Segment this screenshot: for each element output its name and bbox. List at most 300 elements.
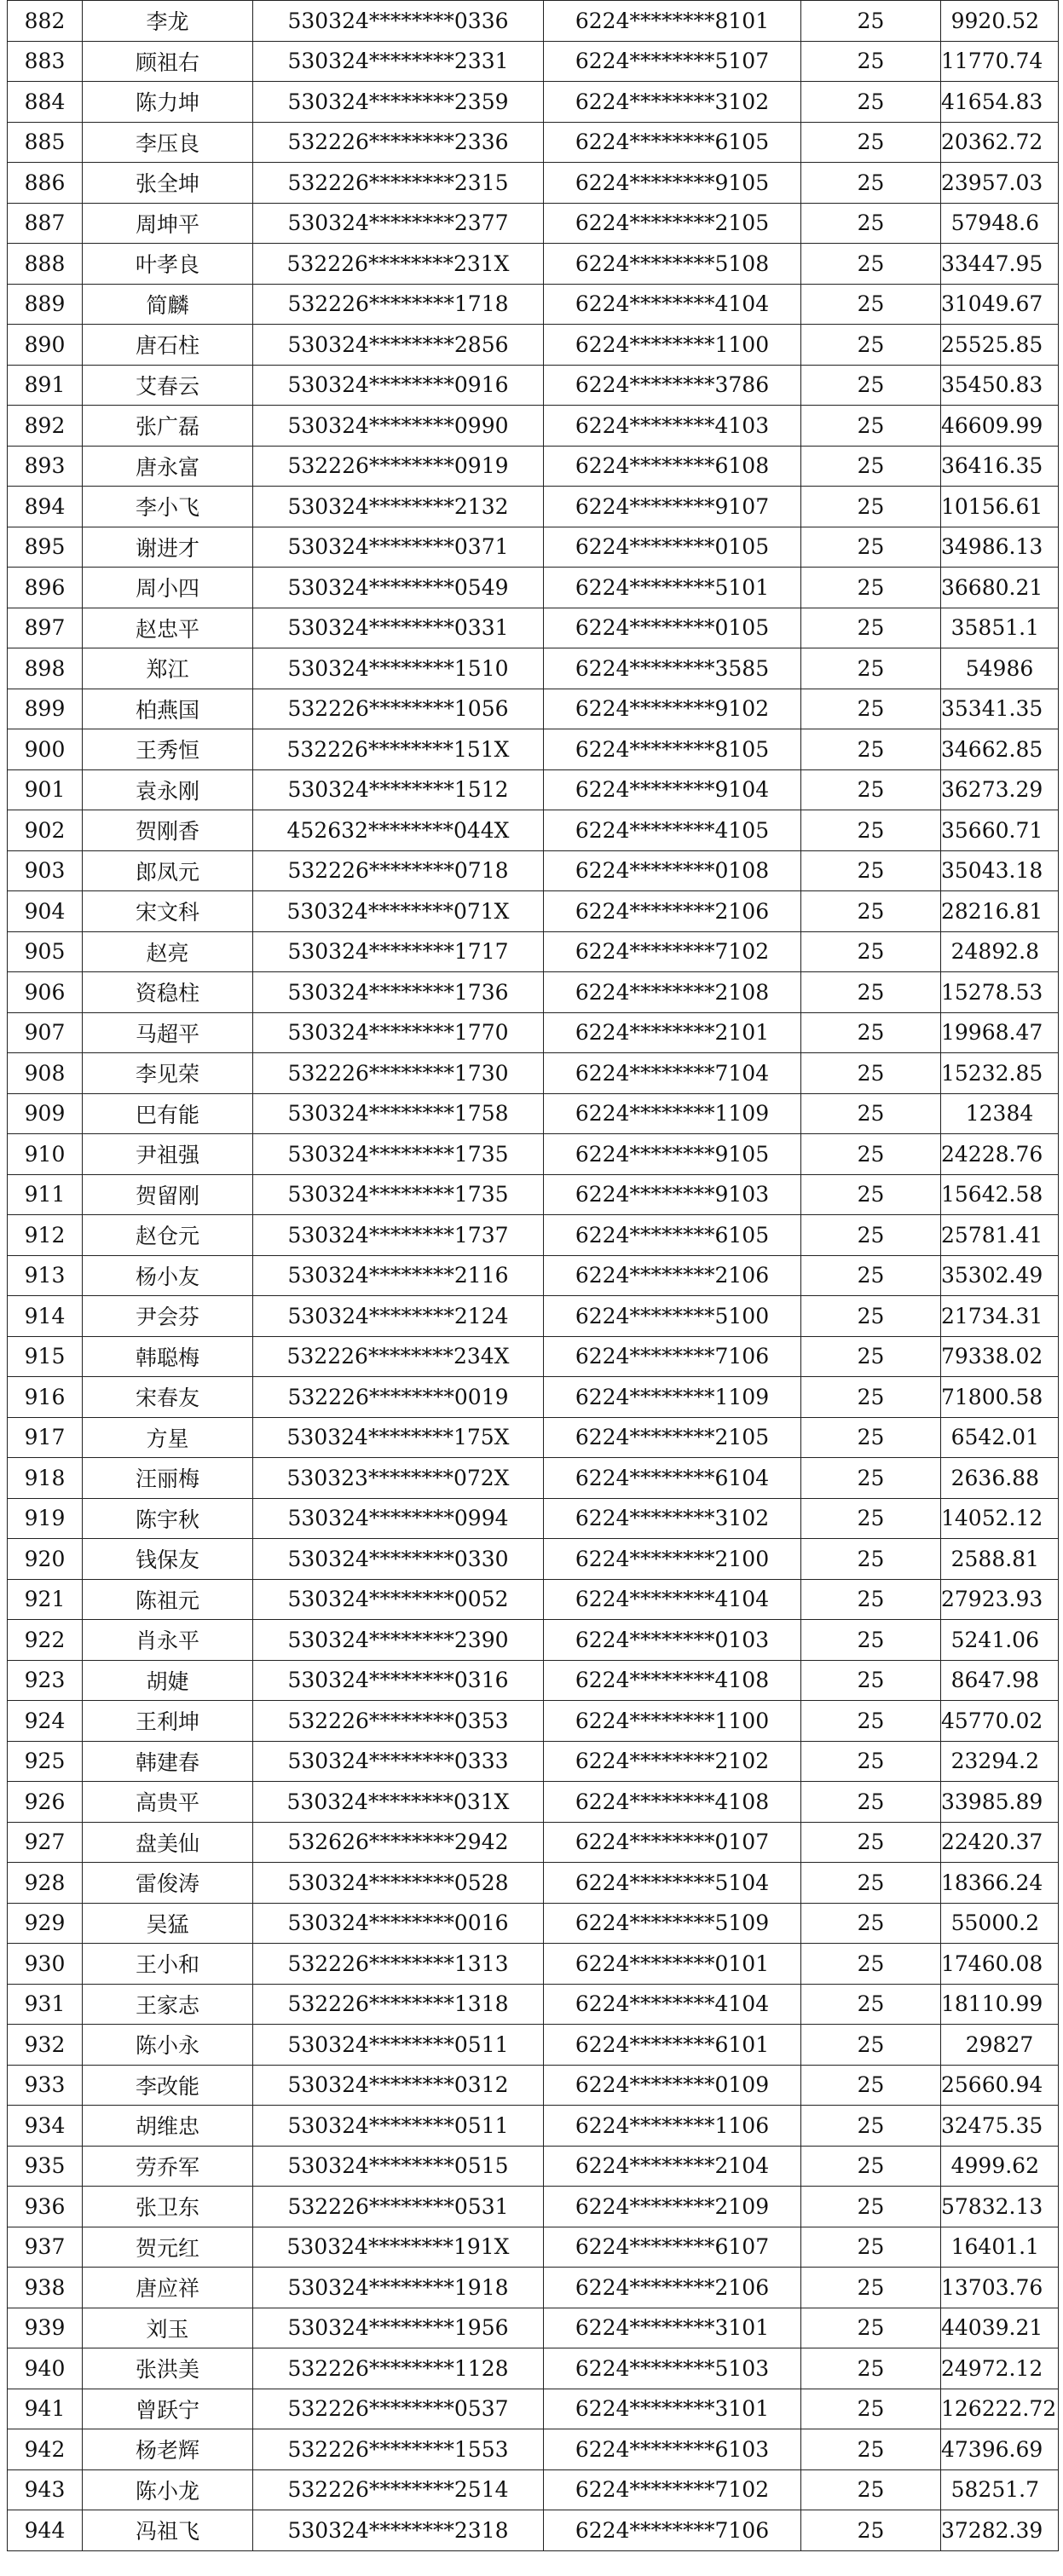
cell-card-number: 6224********0105	[544, 608, 801, 648]
cell-serial-no: 915	[8, 1336, 83, 1377]
cell-serial-no: 932	[8, 2025, 83, 2066]
cell-serial-no: 921	[8, 1579, 83, 1620]
cell-name: 谢进才	[83, 527, 253, 568]
cell-card-number: 6224********9105	[544, 163, 801, 204]
cell-quantity: 25	[801, 1863, 941, 1904]
cell-quantity: 25	[801, 2146, 941, 2187]
cell-id-number: 532226********1128	[253, 2348, 544, 2389]
cell-quantity: 25	[801, 1, 941, 42]
cell-quantity: 25	[801, 1053, 941, 1094]
cell-quantity: 25	[801, 1215, 941, 1256]
table-row	[8, 2429, 1059, 2470]
table-row	[8, 1255, 1059, 1296]
cell-name: 王利坤	[83, 1701, 253, 1742]
table-row	[8, 1539, 1059, 1580]
table-row	[8, 1, 1059, 42]
cell-quantity: 25	[801, 1701, 941, 1742]
cell-id-number: 530324********0016	[253, 1903, 544, 1944]
cell-card-number: 6224********3101	[544, 2308, 801, 2348]
cell-card-number: 6224********6105	[544, 122, 801, 163]
cell-id-number: 530324********1736	[253, 972, 544, 1013]
cell-serial-no: 899	[8, 689, 83, 729]
cell-quantity: 25	[801, 810, 941, 851]
cell-name: 盘美仙	[83, 1822, 253, 1863]
cell-quantity: 25	[801, 1336, 941, 1377]
table-row	[8, 2106, 1059, 2147]
cell-quantity: 25	[801, 1822, 941, 1863]
cell-name: 杨老辉	[83, 2429, 253, 2470]
cell-serial-no: 905	[8, 931, 83, 972]
cell-id-number: 530324********0916	[253, 365, 544, 406]
cell-serial-no: 929	[8, 1903, 83, 1944]
cell-id-number: 530324********1770	[253, 1012, 544, 1053]
cell-id-number: 530324********0371	[253, 527, 544, 568]
cell-quantity: 25	[801, 2106, 941, 2147]
table-row	[8, 1822, 1059, 1863]
cell-quantity: 25	[801, 527, 941, 568]
cell-id-number: 530324********191X	[253, 2227, 544, 2268]
cell-id-number: 530324********0316	[253, 1660, 544, 1701]
cell-serial-no: 931	[8, 1984, 83, 2025]
cell-amount: 23294.2	[941, 1741, 1059, 1782]
cell-name: 柏燕国	[83, 689, 253, 729]
cell-name: 张卫东	[83, 2187, 253, 2227]
cell-id-number: 530324********1737	[253, 1215, 544, 1256]
cell-card-number: 6224********6101	[544, 2025, 801, 2066]
cell-name: 赵亮	[83, 931, 253, 972]
cell-id-number: 530324********2390	[253, 1620, 544, 1661]
cell-quantity: 25	[801, 1255, 941, 1296]
cell-quantity: 25	[801, 122, 941, 163]
cell-card-number: 6224********3786	[544, 365, 801, 406]
cell-card-number: 6224********0108	[544, 850, 801, 891]
cell-card-number: 6224********2102	[544, 1741, 801, 1782]
cell-amount: 8647.98	[941, 1660, 1059, 1701]
cell-serial-no: 913	[8, 1255, 83, 1296]
cell-name: 张全坤	[83, 163, 253, 204]
table-row	[8, 244, 1059, 285]
cell-amount: 57832.13	[941, 2187, 1059, 2227]
cell-quantity: 25	[801, 1498, 941, 1539]
cell-serial-no: 906	[8, 972, 83, 1013]
cell-name: 贺元红	[83, 2227, 253, 2268]
table-row	[8, 689, 1059, 729]
cell-id-number: 530324********2359	[253, 82, 544, 123]
cell-serial-no: 889	[8, 284, 83, 325]
table-row	[8, 2348, 1059, 2389]
cell-card-number: 6224********9102	[544, 689, 801, 729]
cell-id-number: 532226********0537	[253, 2389, 544, 2429]
cell-amount: 35341.35	[941, 689, 1059, 729]
cell-id-number: 532226********1056	[253, 689, 544, 729]
cell-card-number: 6224********0109	[544, 2065, 801, 2106]
cell-id-number: 530324********0549	[253, 568, 544, 608]
cell-card-number: 6224********4108	[544, 1660, 801, 1701]
cell-id-number: 530324********0333	[253, 1741, 544, 1782]
cell-card-number: 6224********3102	[544, 1498, 801, 1539]
cell-serial-no: 944	[8, 2510, 83, 2551]
cell-id-number: 532226********2315	[253, 163, 544, 204]
cell-quantity: 25	[801, 568, 941, 608]
cell-quantity: 25	[801, 1539, 941, 1580]
cell-amount: 21734.31	[941, 1296, 1059, 1337]
cell-name: 资稳柱	[83, 972, 253, 1013]
table-row	[8, 41, 1059, 82]
table-row	[8, 406, 1059, 447]
cell-name: 唐石柱	[83, 325, 253, 366]
cell-quantity: 25	[801, 1944, 941, 1985]
cell-amount: 25781.41	[941, 1215, 1059, 1256]
cell-amount: 36273.29	[941, 769, 1059, 810]
table-row	[8, 2268, 1059, 2308]
cell-quantity: 25	[801, 2469, 941, 2510]
cell-quantity: 25	[801, 1012, 941, 1053]
cell-quantity: 25	[801, 2187, 941, 2227]
cell-serial-no: 934	[8, 2106, 83, 2147]
cell-quantity: 25	[801, 1174, 941, 1215]
table-row	[8, 1174, 1059, 1215]
table-row	[8, 1984, 1059, 2025]
cell-amount: 36680.21	[941, 568, 1059, 608]
cell-serial-no: 884	[8, 82, 83, 123]
cell-id-number: 530324********0994	[253, 1498, 544, 1539]
cell-amount: 46609.99	[941, 406, 1059, 447]
cell-amount: 5241.06	[941, 1620, 1059, 1661]
cell-id-number: 452632********044X	[253, 810, 544, 851]
cell-name: 胡维忠	[83, 2106, 253, 2147]
cell-card-number: 6224********4104	[544, 1579, 801, 1620]
table-row	[8, 122, 1059, 163]
cell-quantity: 25	[801, 1093, 941, 1134]
cell-card-number: 6224********2101	[544, 1012, 801, 1053]
cell-card-number: 6224********8101	[544, 1, 801, 42]
cell-name: 刘玉	[83, 2308, 253, 2348]
cell-amount: 29827	[941, 2025, 1059, 2066]
cell-amount: 71800.58	[941, 1377, 1059, 1418]
cell-name: 张广磊	[83, 406, 253, 447]
cell-card-number: 6224********5108	[544, 244, 801, 285]
table-row	[8, 1863, 1059, 1904]
cell-serial-no: 937	[8, 2227, 83, 2268]
cell-name: 陈小永	[83, 2025, 253, 2066]
cell-card-number: 6224********0103	[544, 1620, 801, 1661]
cell-serial-no: 885	[8, 122, 83, 163]
cell-name: 郑江	[83, 648, 253, 689]
cell-serial-no: 943	[8, 2469, 83, 2510]
cell-name: 巴有能	[83, 1093, 253, 1134]
table-row	[8, 1701, 1059, 1742]
cell-name: 宋春友	[83, 1377, 253, 1418]
table-row	[8, 487, 1059, 527]
cell-card-number: 6224********3101	[544, 2389, 801, 2429]
cell-amount: 18366.24	[941, 1863, 1059, 1904]
table-row	[8, 2146, 1059, 2187]
table-row	[8, 1620, 1059, 1661]
cell-amount: 28216.81	[941, 891, 1059, 932]
cell-name: 曾跃宁	[83, 2389, 253, 2429]
cell-amount: 9920.52	[941, 1, 1059, 42]
cell-amount: 44039.21	[941, 2308, 1059, 2348]
cell-quantity: 25	[801, 2268, 941, 2308]
cell-amount: 25660.94	[941, 2065, 1059, 2106]
table-row	[8, 2510, 1059, 2551]
cell-card-number: 6224********4104	[544, 284, 801, 325]
cell-quantity: 25	[801, 2308, 941, 2348]
cell-name: 陈宇秋	[83, 1498, 253, 1539]
cell-id-number: 532226********0531	[253, 2187, 544, 2227]
cell-id-number: 532226********2514	[253, 2469, 544, 2510]
cell-card-number: 6224********6103	[544, 2429, 801, 2470]
cell-id-number: 530324********0528	[253, 1863, 544, 1904]
cell-serial-no: 924	[8, 1701, 83, 1742]
cell-serial-no: 927	[8, 1822, 83, 1863]
cell-name: 袁永刚	[83, 769, 253, 810]
cell-amount: 25525.85	[941, 325, 1059, 366]
cell-id-number: 530324********175X	[253, 1417, 544, 1458]
cell-card-number: 6224********9105	[544, 1134, 801, 1175]
cell-serial-no: 922	[8, 1620, 83, 1661]
cell-quantity: 25	[801, 2429, 941, 2470]
cell-amount: 24972.12	[941, 2348, 1059, 2389]
cell-serial-no: 882	[8, 1, 83, 42]
cell-id-number: 532226********0353	[253, 1701, 544, 1742]
cell-amount: 11770.74	[941, 41, 1059, 82]
cell-serial-no: 893	[8, 446, 83, 487]
cell-serial-no: 919	[8, 1498, 83, 1539]
cell-card-number: 6224********0105	[544, 527, 801, 568]
cell-quantity: 25	[801, 1903, 941, 1944]
cell-serial-no: 925	[8, 1741, 83, 1782]
cell-card-number: 6224********3102	[544, 82, 801, 123]
cell-quantity: 25	[801, 1377, 941, 1418]
cell-serial-no: 907	[8, 1012, 83, 1053]
cell-card-number: 6224********4108	[544, 1782, 801, 1823]
cell-id-number: 532226********1553	[253, 2429, 544, 2470]
table-row	[8, 1417, 1059, 1458]
cell-quantity: 25	[801, 2227, 941, 2268]
cell-name: 方星	[83, 1417, 253, 1458]
cell-id-number: 530324********0312	[253, 2065, 544, 2106]
table-row	[8, 1782, 1059, 1823]
table-row	[8, 1660, 1059, 1701]
cell-name: 劳乔军	[83, 2146, 253, 2187]
cell-serial-no: 935	[8, 2146, 83, 2187]
payment-table-body	[8, 1, 1059, 2551]
cell-id-number: 530324********2331	[253, 41, 544, 82]
cell-quantity: 25	[801, 1741, 941, 1782]
cell-name: 李压良	[83, 122, 253, 163]
cell-serial-no: 886	[8, 163, 83, 204]
table-row	[8, 2227, 1059, 2268]
table-row	[8, 1458, 1059, 1499]
cell-id-number: 530324********0511	[253, 2106, 544, 2147]
cell-amount: 16401.1	[941, 2227, 1059, 2268]
cell-quantity: 25	[801, 1660, 941, 1701]
cell-card-number: 6224********4104	[544, 1984, 801, 2025]
cell-serial-no: 890	[8, 325, 83, 366]
cell-amount: 37282.39	[941, 2510, 1059, 2551]
cell-quantity: 25	[801, 406, 941, 447]
cell-amount: 126222.72	[941, 2389, 1059, 2429]
cell-amount: 4999.62	[941, 2146, 1059, 2187]
table-row	[8, 608, 1059, 648]
cell-name: 张洪美	[83, 2348, 253, 2389]
cell-name: 尹会芬	[83, 1296, 253, 1337]
cell-name: 艾春云	[83, 365, 253, 406]
table-row	[8, 891, 1059, 932]
cell-id-number: 532626********2942	[253, 1822, 544, 1863]
cell-serial-no: 904	[8, 891, 83, 932]
cell-id-number: 530324********1512	[253, 769, 544, 810]
cell-card-number: 6224********5101	[544, 568, 801, 608]
cell-serial-no: 896	[8, 568, 83, 608]
table-row	[8, 972, 1059, 1013]
table-row	[8, 163, 1059, 204]
cell-quantity: 25	[801, 931, 941, 972]
cell-serial-no: 892	[8, 406, 83, 447]
cell-name: 韩建春	[83, 1741, 253, 1782]
cell-quantity: 25	[801, 891, 941, 932]
cell-id-number: 532226********151X	[253, 729, 544, 770]
cell-card-number: 6224********1100	[544, 1701, 801, 1742]
cell-serial-no: 942	[8, 2429, 83, 2470]
table-row	[8, 810, 1059, 851]
cell-amount: 6542.01	[941, 1417, 1059, 1458]
table-row	[8, 2469, 1059, 2510]
cell-quantity: 25	[801, 203, 941, 244]
table-row	[8, 527, 1059, 568]
cell-serial-no: 900	[8, 729, 83, 770]
cell-name: 陈小龙	[83, 2469, 253, 2510]
cell-id-number: 532226********0718	[253, 850, 544, 891]
table-row	[8, 1134, 1059, 1175]
cell-amount: 45770.02	[941, 1701, 1059, 1742]
cell-amount: 10156.61	[941, 487, 1059, 527]
cell-quantity: 25	[801, 163, 941, 204]
cell-card-number: 6224********7102	[544, 931, 801, 972]
cell-amount: 36416.35	[941, 446, 1059, 487]
cell-serial-no: 902	[8, 810, 83, 851]
cell-quantity: 25	[801, 325, 941, 366]
cell-quantity: 25	[801, 1296, 941, 1337]
cell-card-number: 6224********2108	[544, 972, 801, 1013]
cell-amount: 27923.93	[941, 1579, 1059, 1620]
cell-name: 李小飞	[83, 487, 253, 527]
cell-serial-no: 930	[8, 1944, 83, 1985]
cell-id-number: 532226********1313	[253, 1944, 544, 1985]
cell-card-number: 6224********2109	[544, 2187, 801, 2227]
cell-name: 王家志	[83, 1984, 253, 2025]
cell-serial-no: 891	[8, 365, 83, 406]
cell-quantity: 25	[801, 850, 941, 891]
cell-serial-no: 887	[8, 203, 83, 244]
cell-card-number: 6224********6104	[544, 1458, 801, 1499]
cell-quantity: 25	[801, 2348, 941, 2389]
cell-name: 韩聪梅	[83, 1336, 253, 1377]
cell-amount: 20362.72	[941, 122, 1059, 163]
cell-card-number: 6224********6108	[544, 446, 801, 487]
table-row	[8, 1336, 1059, 1377]
table-row	[8, 1215, 1059, 1256]
cell-id-number: 532226********1718	[253, 284, 544, 325]
cell-card-number: 6224********4103	[544, 406, 801, 447]
cell-amount: 35851.1	[941, 608, 1059, 648]
cell-serial-no: 940	[8, 2348, 83, 2389]
cell-id-number: 530324********0511	[253, 2025, 544, 2066]
table-row	[8, 2308, 1059, 2348]
cell-amount: 47396.69	[941, 2429, 1059, 2470]
cell-serial-no: 923	[8, 1660, 83, 1701]
cell-name: 李龙	[83, 1, 253, 42]
cell-amount: 33985.89	[941, 1782, 1059, 1823]
cell-name: 陈祖元	[83, 1579, 253, 1620]
cell-id-number: 530324********2124	[253, 1296, 544, 1337]
cell-name: 赵仓元	[83, 1215, 253, 1256]
cell-name: 吴猛	[83, 1903, 253, 1944]
cell-name: 王小和	[83, 1944, 253, 1985]
table-row	[8, 1296, 1059, 1337]
cell-name: 雷俊涛	[83, 1863, 253, 1904]
table-row	[8, 1498, 1059, 1539]
cell-serial-no: 912	[8, 1215, 83, 1256]
cell-name: 冯祖飞	[83, 2510, 253, 2551]
cell-quantity: 25	[801, 1417, 941, 1458]
cell-name: 唐应祥	[83, 2268, 253, 2308]
cell-amount: 22420.37	[941, 1822, 1059, 1863]
cell-amount: 15642.58	[941, 1174, 1059, 1215]
cell-id-number: 530324********1717	[253, 931, 544, 972]
cell-name: 李见荣	[83, 1053, 253, 1094]
cell-card-number: 6224********8105	[544, 729, 801, 770]
cell-amount: 23957.03	[941, 163, 1059, 204]
cell-card-number: 6224********2100	[544, 1539, 801, 1580]
cell-id-number: 532226********0919	[253, 446, 544, 487]
cell-amount: 35660.71	[941, 810, 1059, 851]
cell-quantity: 25	[801, 1458, 941, 1499]
cell-name: 叶孝良	[83, 244, 253, 285]
table-row	[8, 2389, 1059, 2429]
cell-serial-no: 909	[8, 1093, 83, 1134]
cell-amount: 15232.85	[941, 1053, 1059, 1094]
table-row	[8, 729, 1059, 770]
cell-amount: 17460.08	[941, 1944, 1059, 1985]
cell-card-number: 6224********5100	[544, 1296, 801, 1337]
cell-serial-no: 911	[8, 1174, 83, 1215]
cell-name: 唐永富	[83, 446, 253, 487]
cell-serial-no: 941	[8, 2389, 83, 2429]
cell-id-number: 532226********1318	[253, 1984, 544, 2025]
cell-card-number: 6224********6107	[544, 2227, 801, 2268]
cell-quantity: 25	[801, 487, 941, 527]
cell-quantity: 25	[801, 1782, 941, 1823]
cell-serial-no: 903	[8, 850, 83, 891]
cell-id-number: 532226********1730	[253, 1053, 544, 1094]
table-row	[8, 325, 1059, 366]
cell-serial-no: 933	[8, 2065, 83, 2106]
cell-amount: 12384	[941, 1093, 1059, 1134]
cell-name: 王秀恒	[83, 729, 253, 770]
cell-card-number: 6224********7104	[544, 1053, 801, 1094]
cell-id-number: 530324********2116	[253, 1255, 544, 1296]
cell-serial-no: 894	[8, 487, 83, 527]
cell-id-number: 530324********2856	[253, 325, 544, 366]
cell-amount: 34986.13	[941, 527, 1059, 568]
cell-serial-no: 920	[8, 1539, 83, 1580]
cell-quantity: 25	[801, 1984, 941, 2025]
cell-quantity: 25	[801, 608, 941, 648]
cell-card-number: 6224********1109	[544, 1377, 801, 1418]
cell-card-number: 6224********5103	[544, 2348, 801, 2389]
